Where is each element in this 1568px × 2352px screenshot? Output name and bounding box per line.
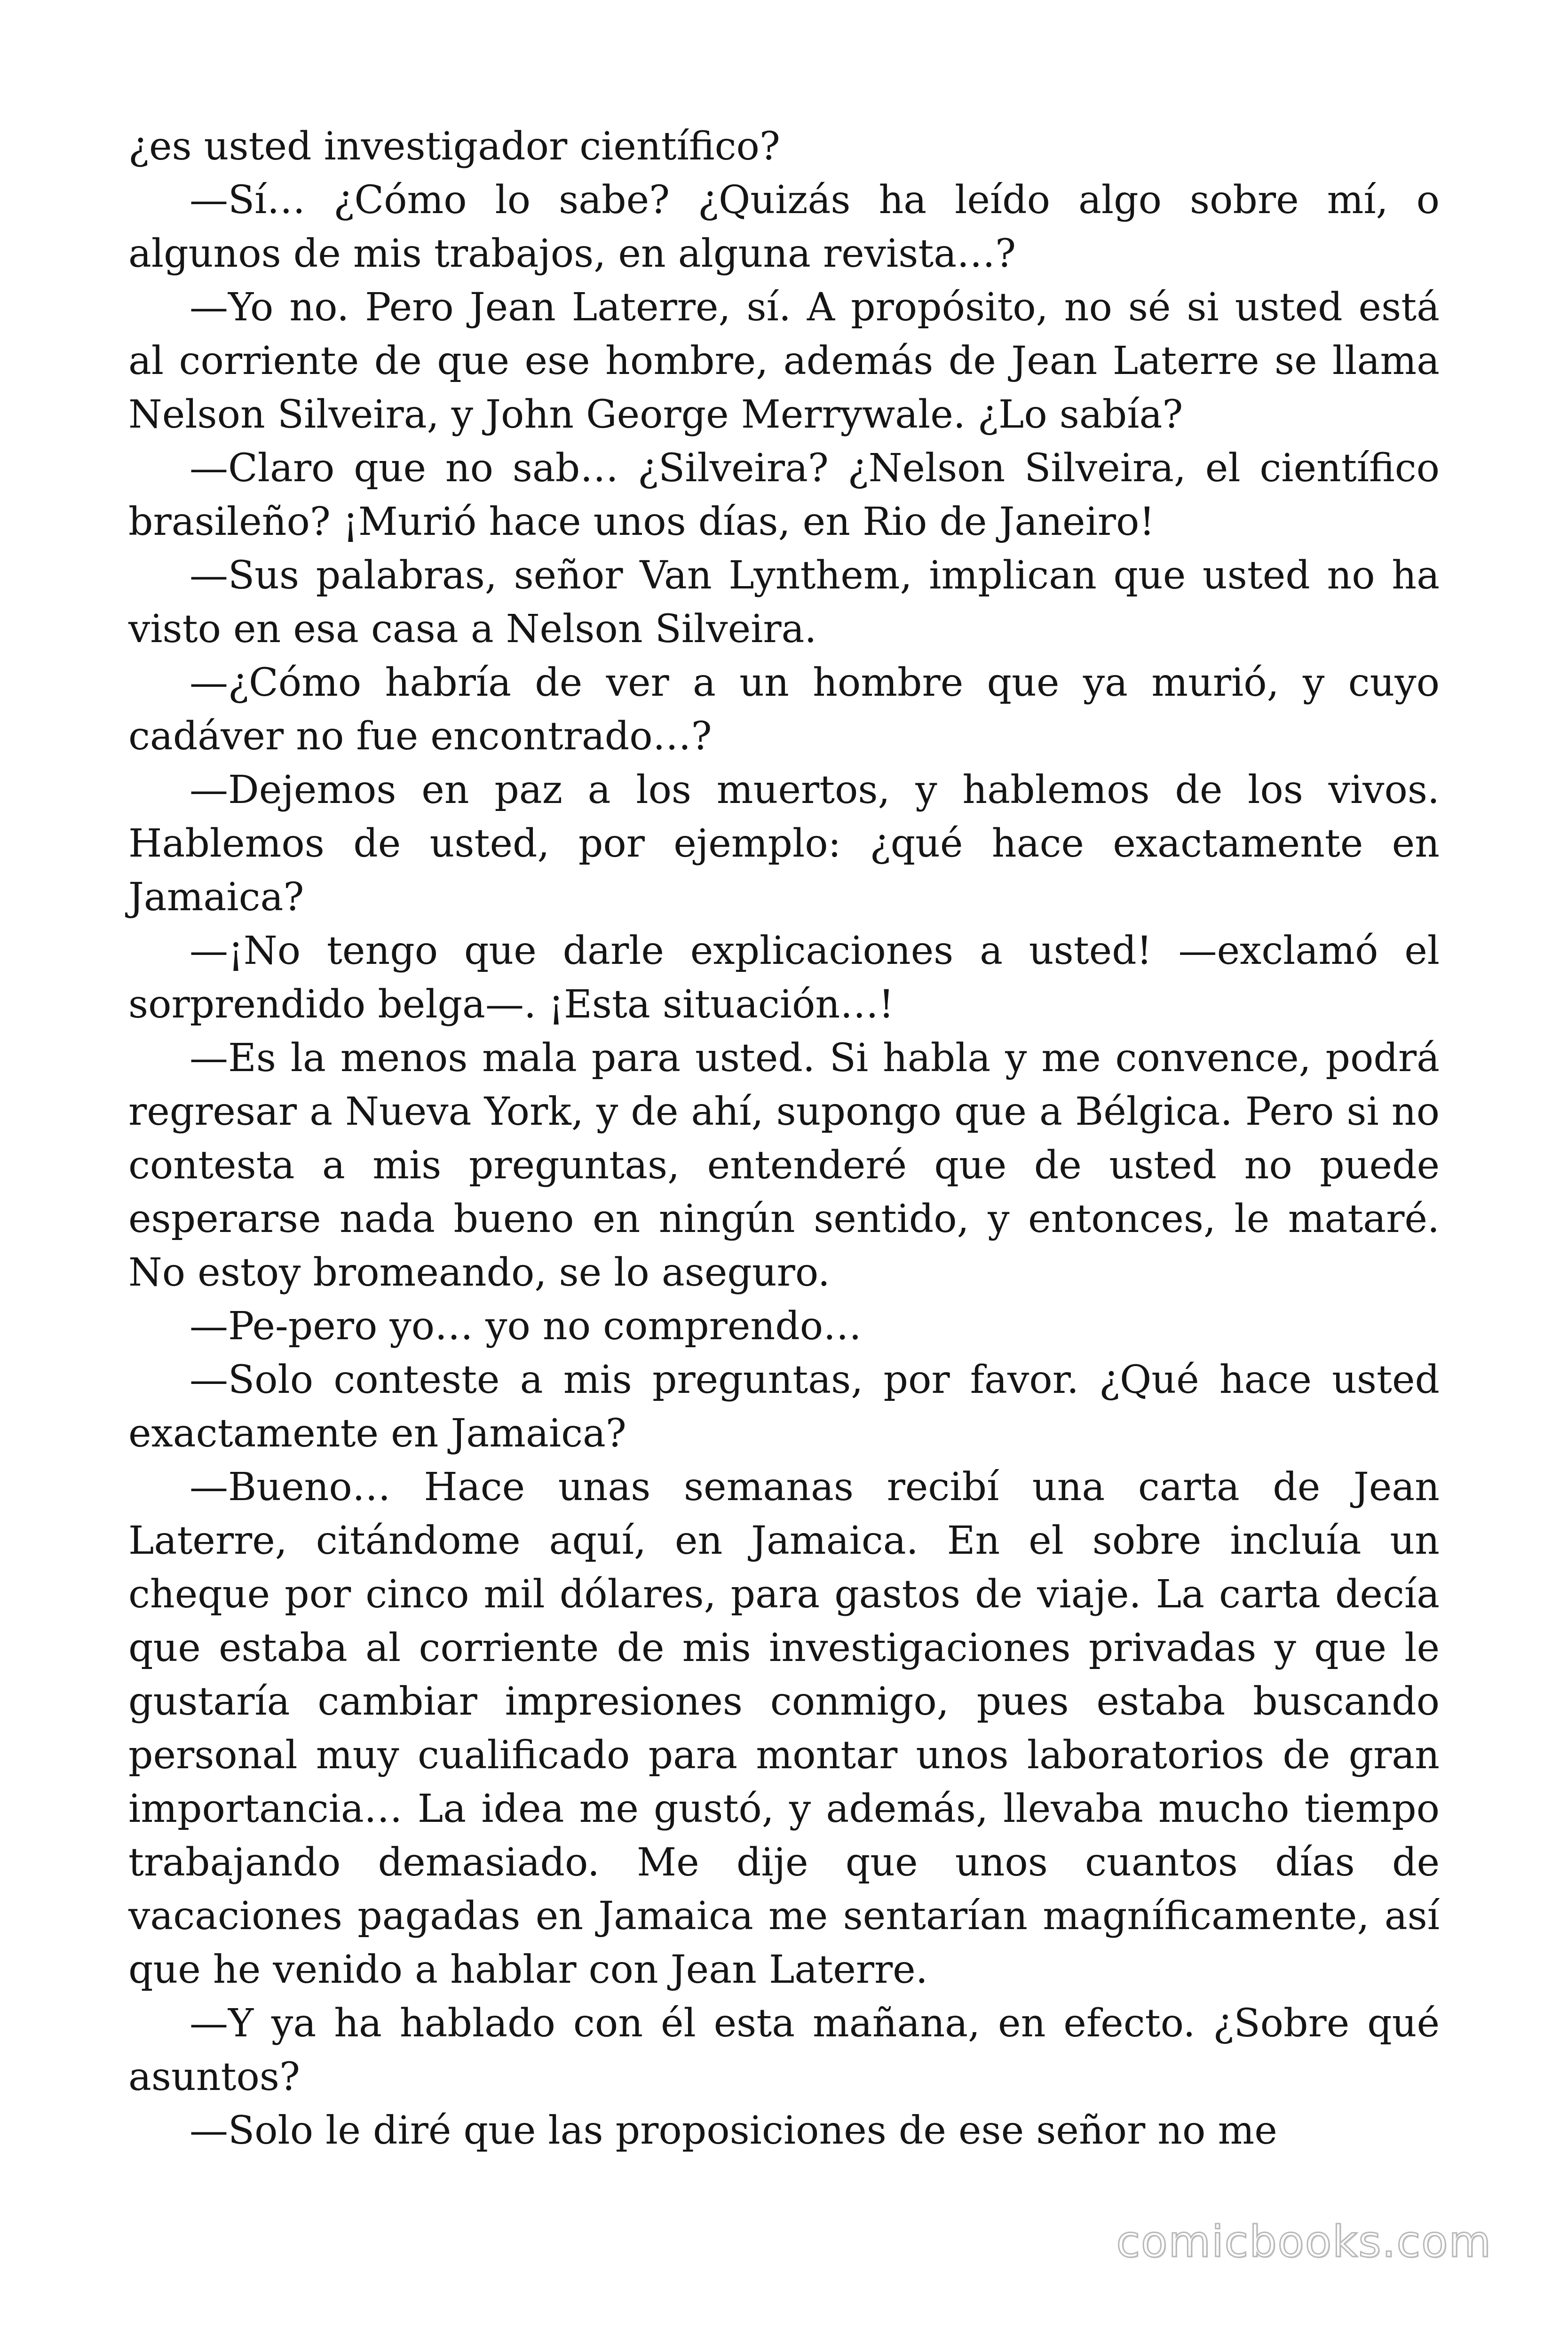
paragraph: —Dejemos en paz a los muertos, y hablemos de los vivos. Hablemos de usted, por ejemplo: ¿qué hace exactamente en Jamaica? xyxy=(128,768,1440,920)
paragraph: —Sí… ¿Cómo lo sabe? ¿Quizás ha leído algo sobre mí, o algunos de mis trabajos, en alguna revista…? xyxy=(128,178,1440,276)
paragraph: —Sus palabras, señor Van Lynthem, implican que usted no ha visto en esa casa a Nelson Silveira. xyxy=(128,553,1440,652)
paragraph: —Pe-pero yo… yo no comprendo… xyxy=(190,1304,862,1349)
paragraph: —Yo no. Pero Jean Laterre, sí. A propósito, no sé si usted está al corriente de que ese hombre, además de Jean Laterre se llama Nelson Silveira, y John George Merrywale. ¿Lo sabía? xyxy=(128,285,1440,437)
paragraph: —¡No tengo que darle explicaciones a usted! —exclamó el sorprendido belga—. ¡Esta situación…! xyxy=(128,929,1440,1027)
watermark-text: comicbooks.com xyxy=(1116,2217,1492,2267)
paragraph: —Solo le diré que las proposiciones de ese señor no me xyxy=(190,2108,1277,2153)
paragraph: —Y ya ha hablado con él esta mañana, en efecto. ¿Sobre qué asuntos? xyxy=(128,2001,1440,2099)
paragraph: —Bueno… Hace unas semanas recibí una carta de Jean Laterre, citándome aquí, en Jamaica. En el sobre incluía un cheque por cinco mil dólares, para gastos de viaje. La carta decía que estaba al corriente de mis investigaciones privadas y que le gustaría cambiar impresiones conmigo, pues estaba buscando personal muy cualificado para montar unos laboratorios de gran importancia… La idea me gustó, y además, llevaba mucho tiempo trabajando demasiado. Me dije que unos cuantos días de vacaciones pagadas en Jamaica me sentarían magníficamente, así que he venido a hablar con Jean Laterre. xyxy=(128,1465,1440,1992)
paragraph: —Solo conteste a mis preguntas, por favor. ¿Qué hace usted exactamente en Jamaica? xyxy=(128,1358,1440,1456)
paragraph: —Claro que no sab… ¿Silveira? ¿Nelson Silveira, el científico brasileño? ¡Murió hace unos días, en Rio de Janeiro! xyxy=(128,446,1440,544)
paragraph: —¿Cómo habría de ver a un hombre que ya murió, y cuyo cadáver no fue encontrado…? xyxy=(128,660,1440,759)
paragraph: ¿es usted investigador científico? xyxy=(128,124,780,169)
paragraph: —Es la menos mala para usted. Si habla y me convence, podrá regresar a Nueva York, y de ahí, supongo que a Bélgica. Pero si no contesta a mis preguntas, entenderé que de usted no puede esperarse nada bueno en ningún sentido, y entonces, le mataré. No estoy bromeando, se lo aseguro. xyxy=(128,1036,1440,1295)
body-text xyxy=(128,120,1440,2158)
